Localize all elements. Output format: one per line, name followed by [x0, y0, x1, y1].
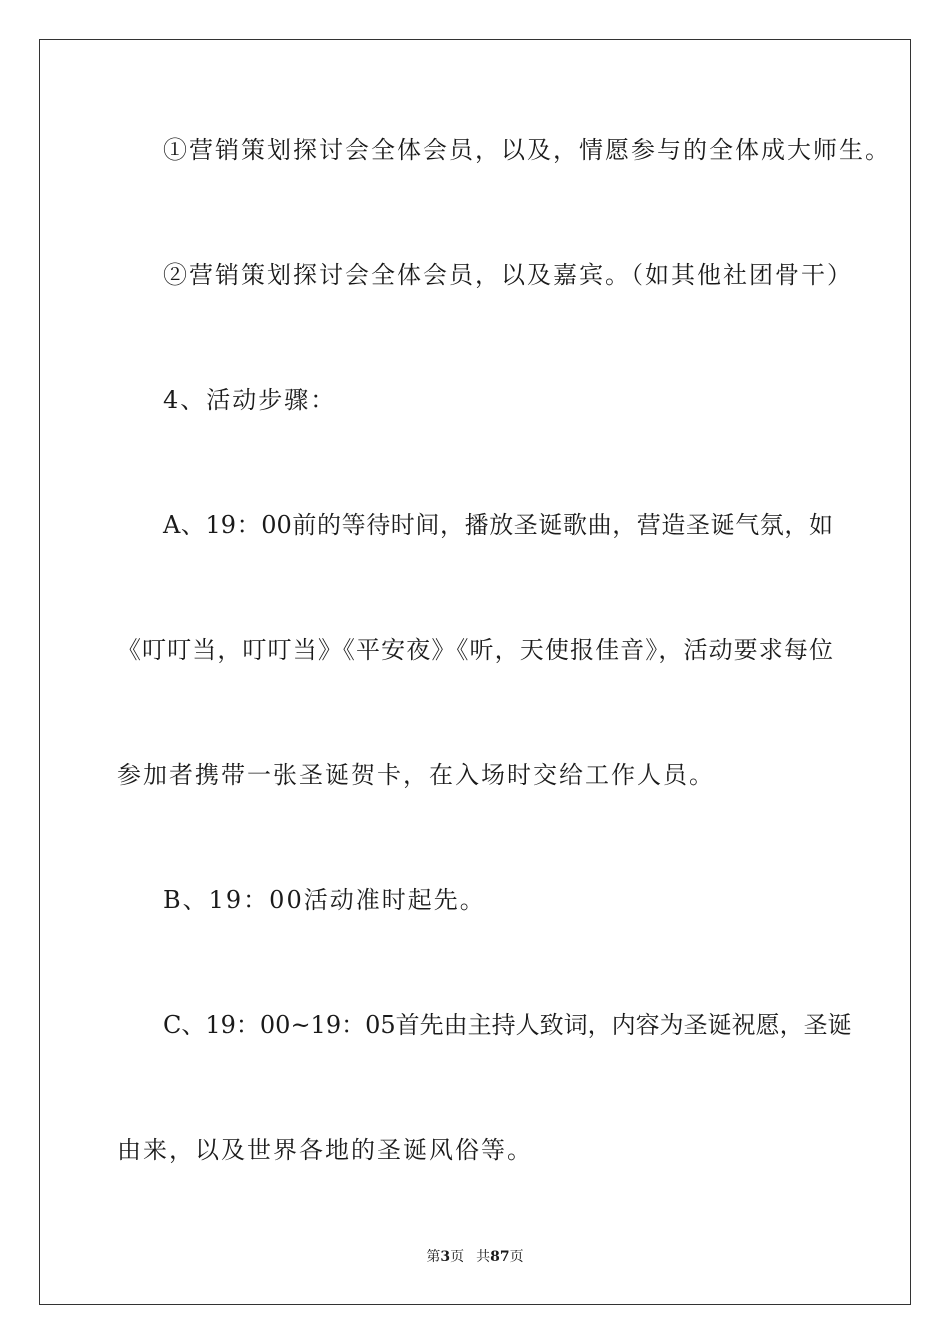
total-pages: 87 — [490, 1249, 510, 1265]
page-number: 3 — [440, 1249, 451, 1265]
paragraph-line-2: ②营销策划探讨会全体会员，以及嘉宾。（如其他社团骨干） — [163, 261, 853, 289]
page-prefix: 第 — [426, 1249, 441, 1265]
page-border — [39, 39, 911, 1305]
section-heading-activity-steps: 4、活动步骤： — [163, 386, 337, 414]
paragraph-line-step-a-cont-2: 参加者携带一张圣诞贺卡，在入场时交给工作人员。 — [117, 761, 715, 789]
total-suffix: 页 — [509, 1249, 524, 1265]
paragraph-line-step-b: B、19：00活动准时起先。 — [163, 886, 486, 914]
paragraph-line-step-a: A、19：00前的等待时间，播放圣诞歌曲，营造圣诞气氛，如 — [163, 511, 833, 539]
paragraph-line-step-c-cont: 由来，以及世界各地的圣诞风俗等。 — [117, 1136, 533, 1164]
page-suffix: 页 — [450, 1249, 465, 1265]
total-prefix: 共 — [476, 1249, 491, 1265]
paragraph-line-1: ①营销策划探讨会全体会员，以及，情愿参与的全体成大师生。 — [163, 136, 891, 164]
paragraph-line-step-c: C、19：00~19：05首先由主持人致词，内容为圣诞祝愿，圣诞 — [163, 1011, 852, 1039]
page-footer — [0, 1248, 950, 1266]
paragraph-line-step-a-cont-1: 《叮叮当，叮叮当》《平安夜》《听，天使报佳音》，活动要求每位 — [117, 636, 833, 664]
